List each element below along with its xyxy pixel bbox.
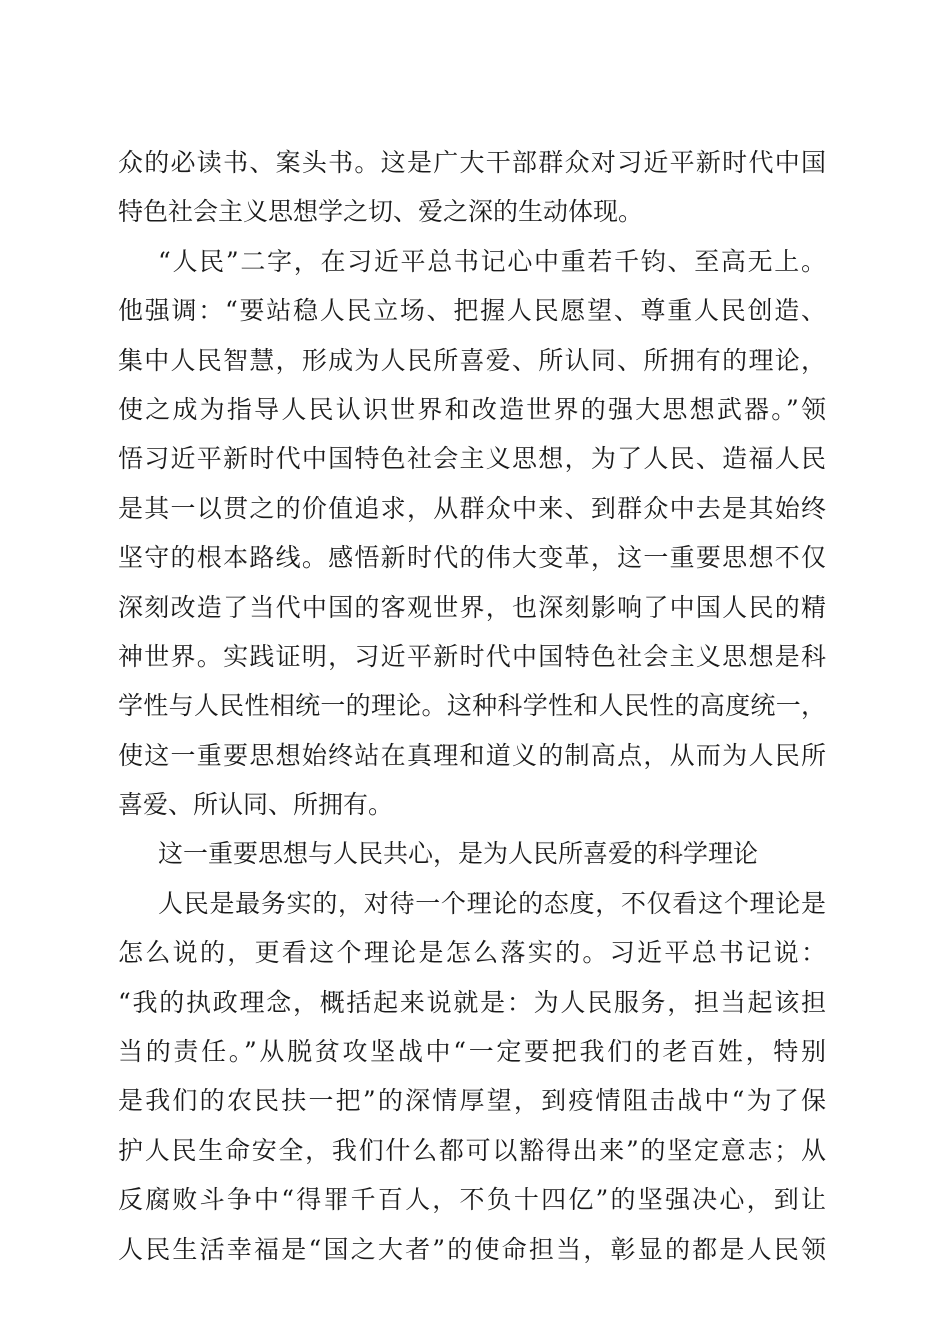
text-line: 众的必读书、案头书。这是广大干部群众对习近平新时代中国 (118, 148, 826, 177)
text-line: 使之成为指导人民认识世界和改造世界的强大思想武器。”领 (118, 394, 826, 424)
text-line: 是我们的农民扶一把”的深情厚望，到疫情阻击战中“为了保 (118, 1086, 826, 1116)
text-line: 集中人民智慧，形成为人民所喜爱、所认同、所拥有的理论， (118, 345, 826, 375)
text-line: 反腐败斗争中“得罪千百人，不负十四亿”的坚强决心，到让 (118, 1185, 826, 1215)
text-line: 人民生活幸福是“国之大者”的使命担当，彰显的都是人民领 (118, 1234, 826, 1264)
text-line: 使这一重要思想始终站在真理和道义的制高点，从而为人民所 (118, 740, 826, 770)
text-line: 当的责任。”从脱贫攻坚战中“一定要把我们的老百姓，特别 (118, 1037, 826, 1067)
text-line: 护人民生命安全，我们什么都可以豁得出来”的坚定意志；从 (118, 1135, 826, 1165)
paragraph-start-line: “人民”二字，在习近平总书记心中重若千钧、至高无上。 (158, 246, 826, 276)
text-line: 是其一以贯之的价值追求，从群众中来、到群众中去是其始终 (118, 493, 826, 523)
text-line: 坚守的根本路线。感悟新时代的伟大变革，这一重要思想不仅 (118, 543, 826, 573)
text-line: 喜爱、所认同、所拥有。 (118, 790, 394, 820)
text-line: 怎么说的，更看这个理论是怎么落实的。习近平总书记说： (118, 938, 826, 968)
text-line: 神世界。实践证明，习近平新时代中国特色社会主义思想是科 (118, 641, 826, 671)
text-line: 特色社会主义思想学之切、爱之深的生动体现。 (118, 197, 644, 227)
section-heading: 这一重要思想与人民共心，是为人民所喜爱的科学理论 (158, 839, 759, 869)
text-line: 他强调：“要站稳人民立场、把握人民愿望、尊重人民创造、 (118, 296, 826, 326)
paragraph-start-line: 人民是最务实的，对待一个理论的态度，不仅看这个理论是 (158, 888, 826, 918)
document-body (118, 138, 826, 1274)
text-line: “我的执政理念，概括起来说就是：为人民服务，担当起该担 (118, 987, 826, 1017)
text-line: 学性与人民性相统一的理论。这种科学性和人民性的高度统一， (118, 691, 826, 721)
text-line: 悟习近平新时代中国特色社会主义思想，为了人民、造福人民 (118, 444, 826, 474)
text-line: 深刻改造了当代中国的客观世界，也深刻影响了中国人民的精 (118, 592, 826, 622)
